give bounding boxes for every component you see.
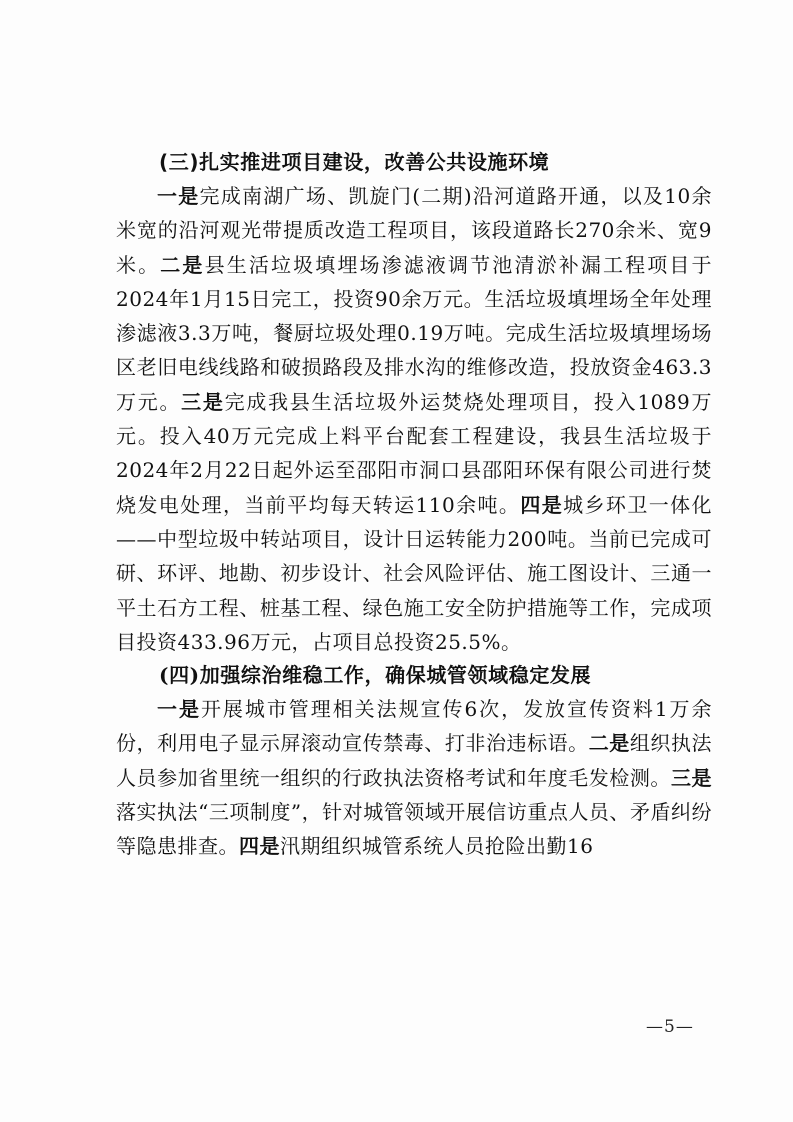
paragraph-text: 开展城市管理相关法规宣传6次，发放宣传资料1万余份，利用电子显示屏滚动宣传禁毒、打非治违标语。 [116,697,713,756]
paragraph-text: 县生活垃圾填埋场渗滤液调节池清淤补漏工程项目于2024年1月15日完工，投资90余万元。生活垃圾填埋场全年处理渗滤液3.3万吨，餐厨垃圾处理0.19万吨。完成生活垃圾填埋场场区老旧电线线路和破损路段及排水沟的维修改造，投放资金463.3万元。 [116,252,713,414]
paragraph-text: 落实执法“三项制度”，针对城管领域开展信访重点人员、矛盾纠纷等隐患排查。 [116,800,712,859]
item-marker: 四是 [520,492,564,517]
item-marker: 二是 [160,252,205,277]
item-marker: 三是 [670,765,713,790]
section-paragraph-4 [116,692,712,863]
paragraph-text: 城乡环卫一体化——中型垃圾中转站项目，设计日运转能力200吨。当前已完成可研、环评、地勘、初步设计、社会风险评估、施工图设计、三通一平土石方工程、桩基工程、绿色施工安全防护措施等工作，完成项目投资433.96万元，占项目总投资25.5%。 [116,492,713,654]
item-marker: 三是 [181,389,225,414]
document-body [116,146,712,864]
item-marker: 一是 [157,697,201,722]
section-heading-4: (四)加强综治维稳工作，确保城管领域稳定发展 [159,663,592,688]
paragraph-text: 完成我县生活垃圾外运焚烧处理项目，投入1089万元。投入40万元完成上料平台配套工程建设，我县生活垃圾于2024年2月22日起外运至邵阳市洞口县邵阳环保有限公司进行焚烧发电处理，当前平均每天转运110余吨。 [116,389,712,517]
item-marker: 二是 [588,731,630,756]
section-paragraph-3 [116,179,712,659]
paragraph-text: 汛期组织城管系统人员抢险出勤16 [280,834,594,859]
paragraph-text: 完成南湖广场、凯旋门(二期)沿河道路开通，以及10余米宽的沿河观光带提质改造工程项目，该段道路长270余米、宽9米。 [116,184,713,277]
section-heading-3: (三)扎实推进项目建设，改善公共设施环境 [159,150,550,174]
paragraph-text: 组织执法人员参加省里统一组织的行政执法资格考试和年度毛发检测。 [116,731,713,790]
page-number: —5— [646,1017,694,1037]
item-marker: 一是 [157,184,200,208]
item-marker: 四是 [239,834,280,859]
